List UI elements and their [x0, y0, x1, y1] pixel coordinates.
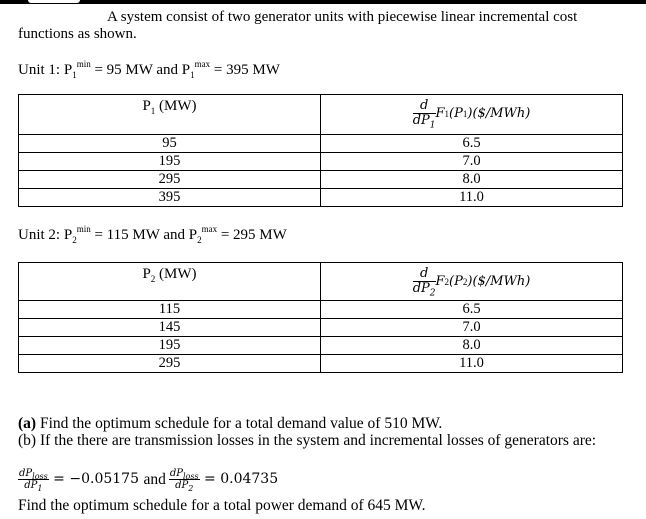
unit1-subscript: 1	[72, 70, 77, 80]
unit1-col-power-header	[19, 95, 321, 135]
header-unit: (MW)	[155, 266, 197, 282]
cell-incremental-cost: 7.0	[321, 153, 623, 171]
derivative-fraction	[412, 98, 436, 131]
loss-derivative-1	[18, 468, 49, 491]
unit2-subscript-2: 2	[197, 235, 202, 245]
unit1-label: Unit 1: P	[18, 62, 73, 78]
header-p-sub: 1	[150, 106, 156, 116]
cell-incremental-cost: 7.0	[321, 319, 623, 337]
loss1-den-sub: 1	[37, 484, 43, 493]
den-text: dP	[412, 281, 430, 296]
cell-incremental-cost: 11.0	[321, 355, 623, 373]
den-sub: 2	[429, 288, 436, 299]
fn-unit: )($/MWh)	[467, 274, 531, 289]
unit2-min-text: = 115 MW and P	[90, 227, 198, 243]
header-p: P	[142, 98, 151, 114]
loss2-num-text: dP	[169, 468, 183, 479]
loss2-num-sub: loss	[182, 472, 199, 481]
cell-power: 295	[19, 355, 321, 373]
unit1-min-text: = 95 MW and P	[90, 62, 191, 78]
unit2-col-power-header	[19, 263, 321, 301]
top-border-notch	[28, 0, 80, 3]
den-text: dP	[412, 113, 430, 128]
unit1-cost-table	[18, 94, 623, 207]
unit1-max-text: = 395 MW	[210, 62, 280, 78]
fn-unit: )($/MWh)	[467, 106, 531, 121]
header-p-sub: 2	[150, 274, 156, 284]
question-a-text: Find the optimum schedule for a total demand value of 510 MW.	[36, 415, 443, 432]
incremental-cost-expression: $\frac{d}{dP_2}$ F 2 (P 2 )($/MWh)	[412, 266, 531, 299]
table-row	[19, 135, 623, 153]
question-a	[18, 415, 442, 432]
fn-name: F	[435, 106, 445, 121]
cell-power: 195	[19, 153, 321, 171]
header-p: P	[142, 266, 151, 282]
loss2-den-text: dP	[175, 480, 189, 491]
cell-power: 295	[19, 171, 321, 189]
unit2-label: Unit 2: P	[18, 227, 73, 243]
top-border-bar	[0, 0, 646, 4]
table-row	[19, 301, 623, 319]
loss1-den-text: dP	[24, 480, 38, 491]
cell-power: 115	[19, 301, 321, 319]
unit2-table-header-row	[19, 263, 623, 301]
incremental-losses-equation	[18, 468, 278, 491]
cell-power: 195	[19, 337, 321, 355]
cell-incremental-cost: 8.0	[321, 337, 623, 355]
cell-incremental-cost: 11.0	[321, 189, 623, 207]
table-row	[19, 337, 623, 355]
loss2-den-sub: 2	[188, 484, 194, 493]
loss1-num-sub: loss	[32, 472, 48, 481]
cell-incremental-cost: 6.5	[321, 301, 623, 319]
loss1-den	[18, 480, 49, 491]
unit2-min-superscript: min	[76, 224, 91, 234]
table-row	[19, 355, 623, 373]
frac-num: d	[413, 267, 436, 282]
question-b-text: If the there are transmission losses in the system and incremental losses of generators are:	[36, 432, 597, 449]
unit2-subscript: 2	[72, 235, 77, 245]
cell-power: 95	[19, 135, 321, 153]
question-a-label: (a)	[18, 415, 37, 432]
loss2-num	[169, 468, 200, 480]
loss2-value: = 0.04735	[199, 471, 279, 487]
table-row	[19, 189, 623, 207]
derivative-fraction	[412, 266, 436, 299]
loss1-num-text: dP	[19, 468, 33, 479]
fn-name: F	[435, 274, 445, 289]
intro-line-2: functions as shown.	[18, 26, 137, 42]
final-question: Find the optimum schedule for a total power demand of 645 MW.	[18, 497, 426, 514]
den-sub: 1	[429, 120, 436, 131]
unit1-max-superscript: max	[194, 59, 211, 69]
header-unit: (MW)	[155, 98, 197, 114]
loss1-num	[18, 468, 49, 480]
fn-arg: (P	[449, 274, 463, 289]
question-b-label: (b)	[18, 432, 37, 449]
unit2-max-text: = 295 MW	[217, 227, 287, 243]
unit1-limits	[18, 59, 280, 80]
and-text: and	[143, 471, 166, 488]
fn-arg: (P	[449, 106, 463, 121]
cell-incremental-cost: 6.5	[321, 135, 623, 153]
table-row	[19, 153, 623, 171]
cell-incremental-cost: 8.0	[321, 171, 623, 189]
loss-derivative-2	[169, 468, 200, 491]
intro-line-1: A system consist of two generator units with piecewise linear incremental cost	[107, 9, 578, 25]
unit1-table-header-row	[19, 95, 623, 135]
frac-num: d	[413, 99, 436, 114]
loss2-den	[169, 480, 200, 491]
cell-power: 145	[19, 319, 321, 337]
incremental-cost-expression: $\frac{d}{dP_1}$ F 1 (P 1 )($/MWh)	[412, 98, 531, 131]
loss1-value: = −0.05175	[48, 471, 144, 487]
table-row	[19, 171, 623, 189]
unit2-cost-table	[18, 262, 623, 373]
unit1-min-superscript: min	[76, 59, 91, 69]
unit1-col-incremental-cost-header	[321, 95, 623, 135]
unit2-limits	[18, 224, 287, 245]
cell-power: 395	[19, 189, 321, 207]
unit2-max-superscript: max	[201, 224, 218, 234]
unit1-subscript-2: 1	[190, 70, 195, 80]
frac-den	[412, 281, 436, 299]
frac-den	[412, 113, 436, 131]
question-b	[18, 432, 596, 449]
unit2-col-incremental-cost-header	[321, 263, 623, 301]
table-row	[19, 319, 623, 337]
